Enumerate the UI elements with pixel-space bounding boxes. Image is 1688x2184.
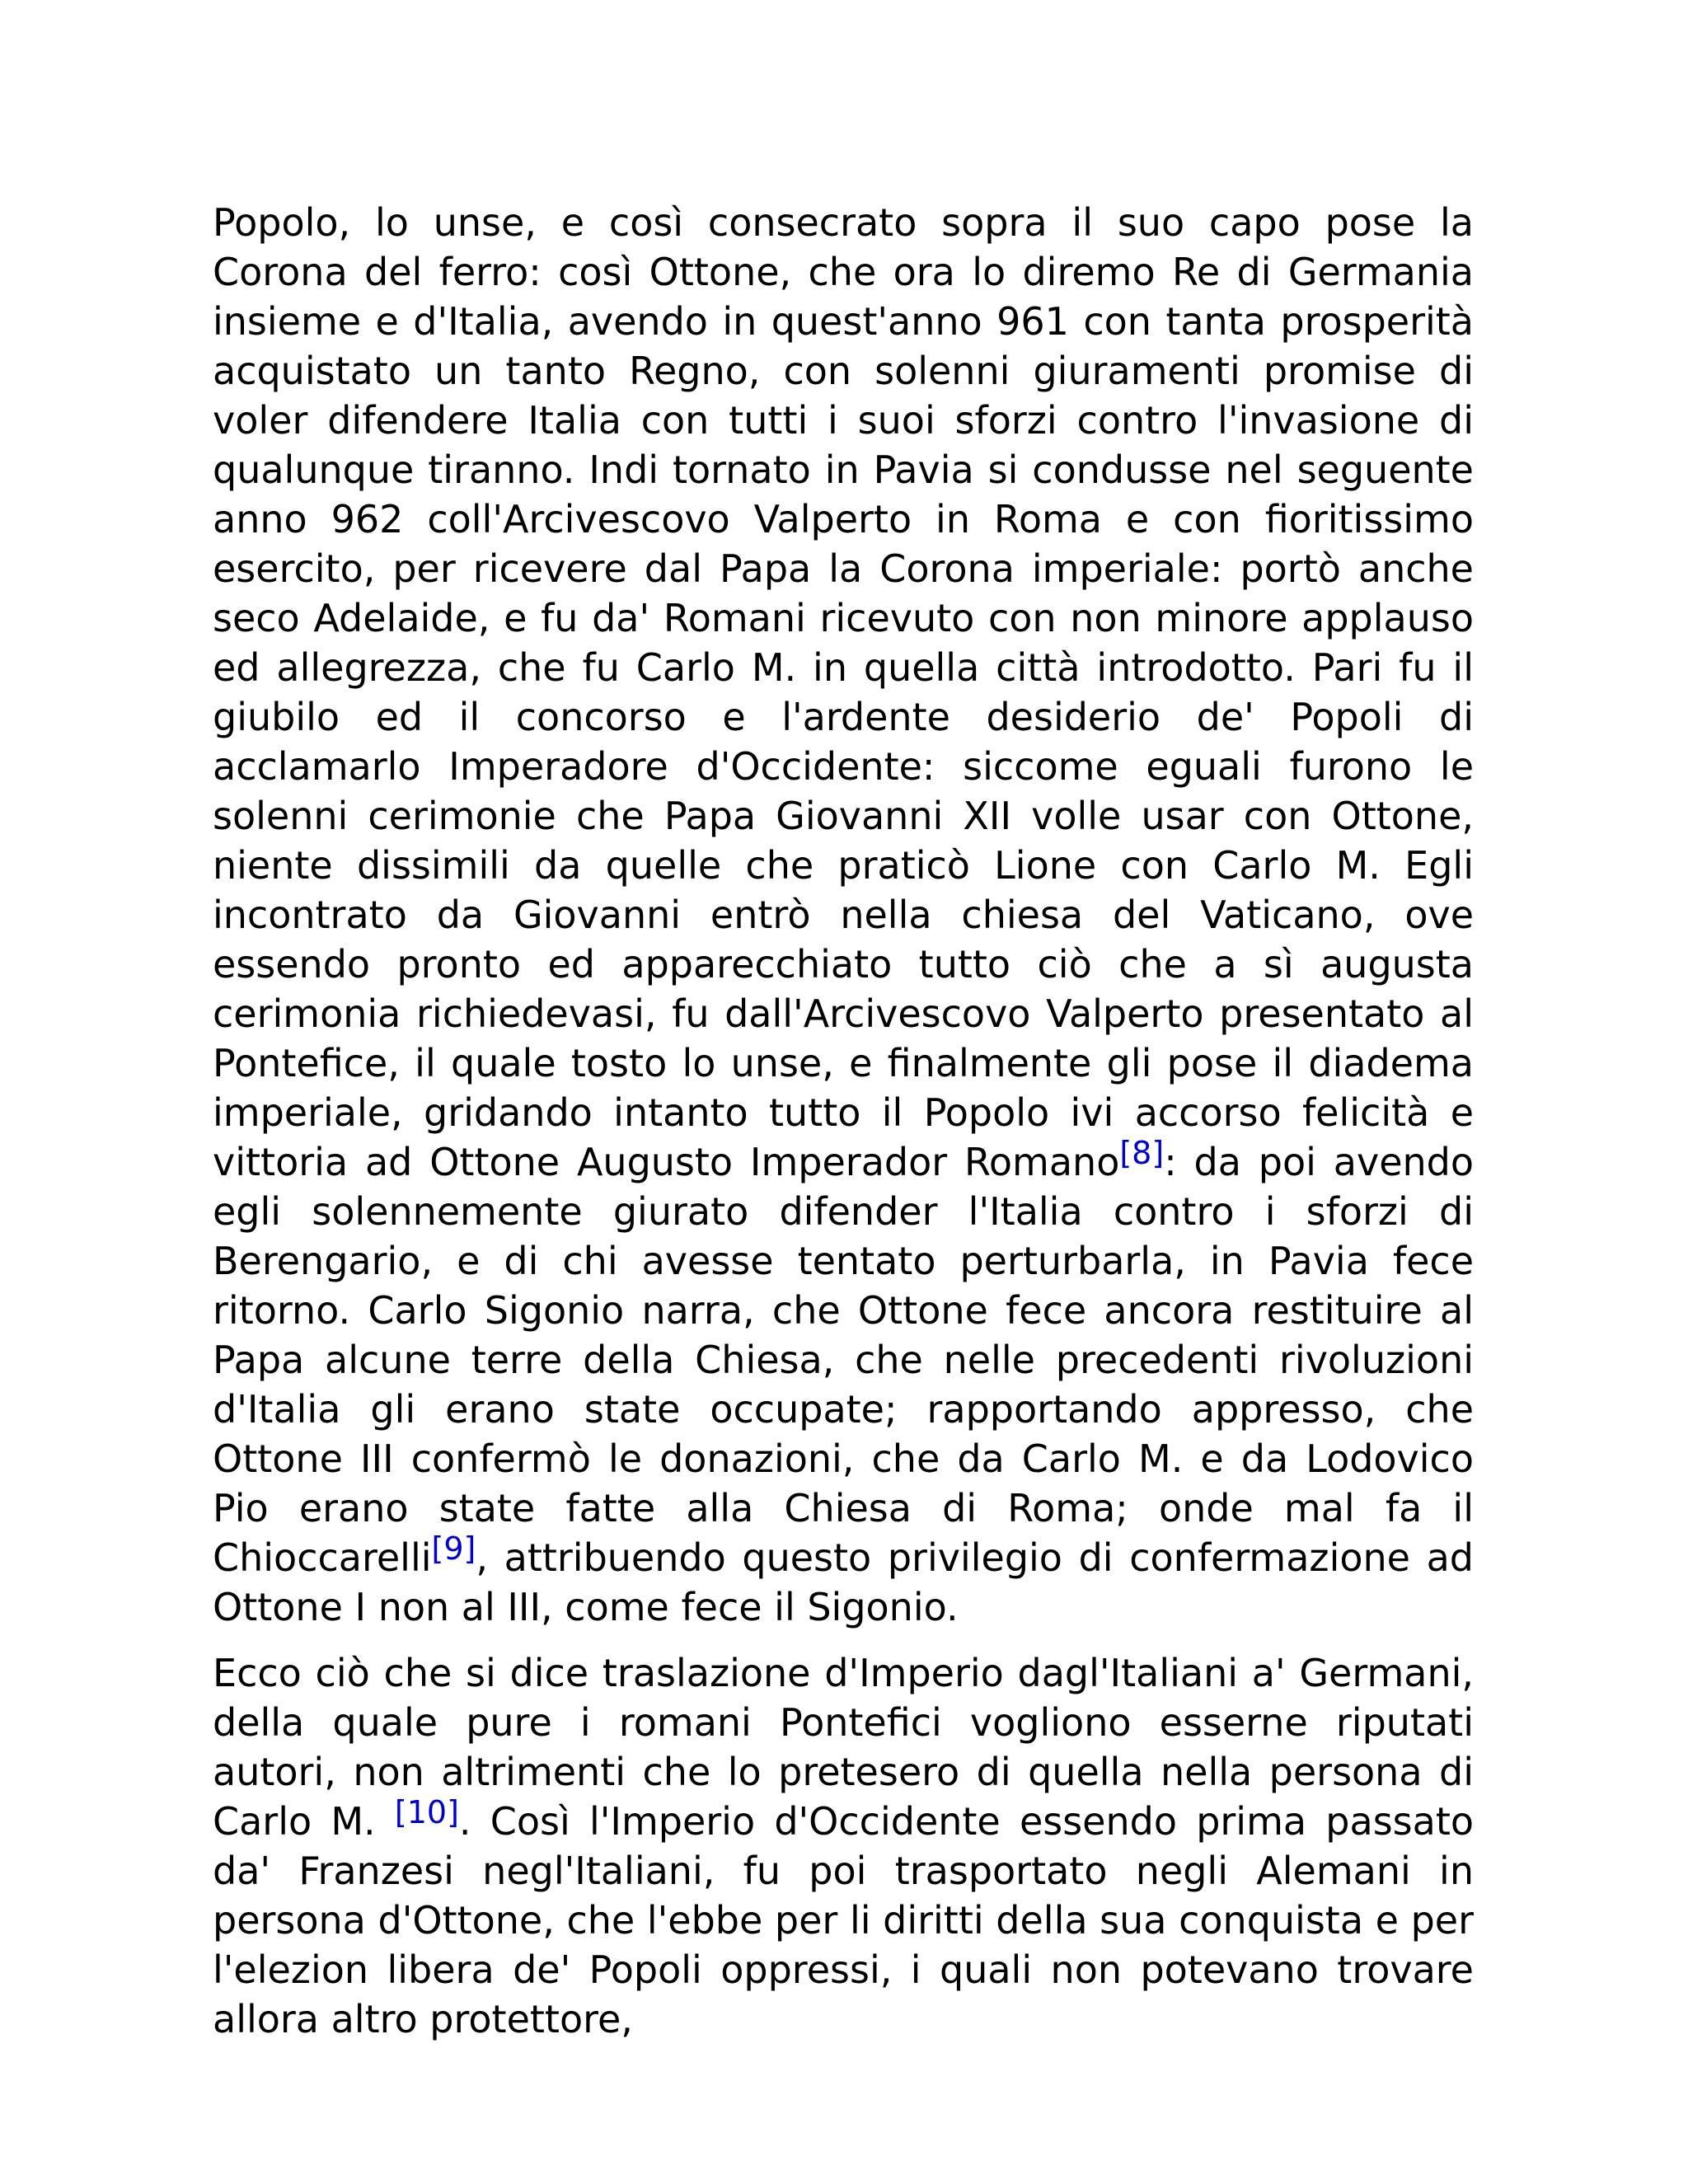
paragraph-2 (213, 1648, 1474, 2044)
document-page (213, 198, 1474, 2044)
paragraph-text: : da poi avendo egli solennemente giurato difender l'Italia contro i sforzi di Berengario, e di chi avesse tentato perturbarla, in Pavia fece ritorno. Carlo Sigonio narra, che Ottone fece ancora restituire al Papa alcune terre della Chiesa, che nelle precedenti rivoluzioni d'Italia gli erano state occupate; rapportando appresso, che Ottone III confermò le donazioni, che da Carlo M. e da Lodovico Pio erano state fatte alla Chiesa di Roma; onde mal fa il Chioccarelli (213, 1140, 1474, 1580)
paragraph-text: Popolo, lo unse, e così consecrato sopra il suo capo pose la Corona del ferro: così Ottone, che ora lo diremo Re di Germania insieme e d'Italia, avendo in quest'anno 961 con tanta prosperità acquistato un tanto Regno, con solenni giuramenti promise di voler difendere Italia con tutti i suoi sforzi contro l'invasione di qualunque tiranno. Indi tornato in Pavia si condusse nel seguente anno 962 coll'Arcivescovo Valperto in Roma e con fioritissimo esercito, per ricevere dal Papa la Corona imperiale: portò anche seco Adelaide, e fu da' Romani ricevuto con non minore applauso ed allegrezza, che fu Carlo M. in quella città introdotto. Pari fu il giubilo ed il concorso e l'ardente desiderio de' Popoli di acclamarlo Imperadore d'Occidente: siccome eguali furono le solenni cerimonie che Papa Giovanni XII volle usar con Ottone, niente dissimili da quelle che praticò Lione con Carlo M. Egli incontrato da Giovanni entrò nella chiesa del Vaticano, ove essendo pronto ed apparecchiato tutto ciò che a sì augusta cerimonia richiedevasi, fu dall'Arcivescovo Valperto presentato al Pontefice, il quale tosto lo unse, e finalmente gli pose il diadema imperiale, gridando intanto tutto il Popolo ivi accorso felicità e vittoria ad Ottone Augusto Imperador Romano (213, 200, 1474, 1184)
footnote-link-9[interactable]: [9] (431, 1530, 476, 1567)
paragraph-text: . Così l'Imperio d'Occidente essendo prima passato da' Franzesi negl'Italiani, fu poi trasportato negli Alemani in persona d'Ottone, che l'ebbe per li diritti della sua conquista e per l'elezion libera de' Popoli oppressi, i quali non potevano trovare allora altro protettore, (213, 1799, 1474, 2041)
paragraph-1 (213, 198, 1474, 1632)
paragraph-text: , attribuendo questo privilegio di confermazione ad Ottone I non al III, come fece il Sigonio. (213, 1535, 1474, 1629)
footnote-link-8[interactable]: [8] (1119, 1135, 1165, 1171)
footnote-link-10[interactable]: [10] (394, 1794, 459, 1830)
paragraph-text: Ecco ciò che si dice traslazione d'Imperio dagl'Italiani a' Germani, della quale pure i romani Pontefici vogliono esserne riputati autori, non altrimenti che lo pretesero di quella nella persona di Carlo M. (213, 1651, 1474, 1844)
